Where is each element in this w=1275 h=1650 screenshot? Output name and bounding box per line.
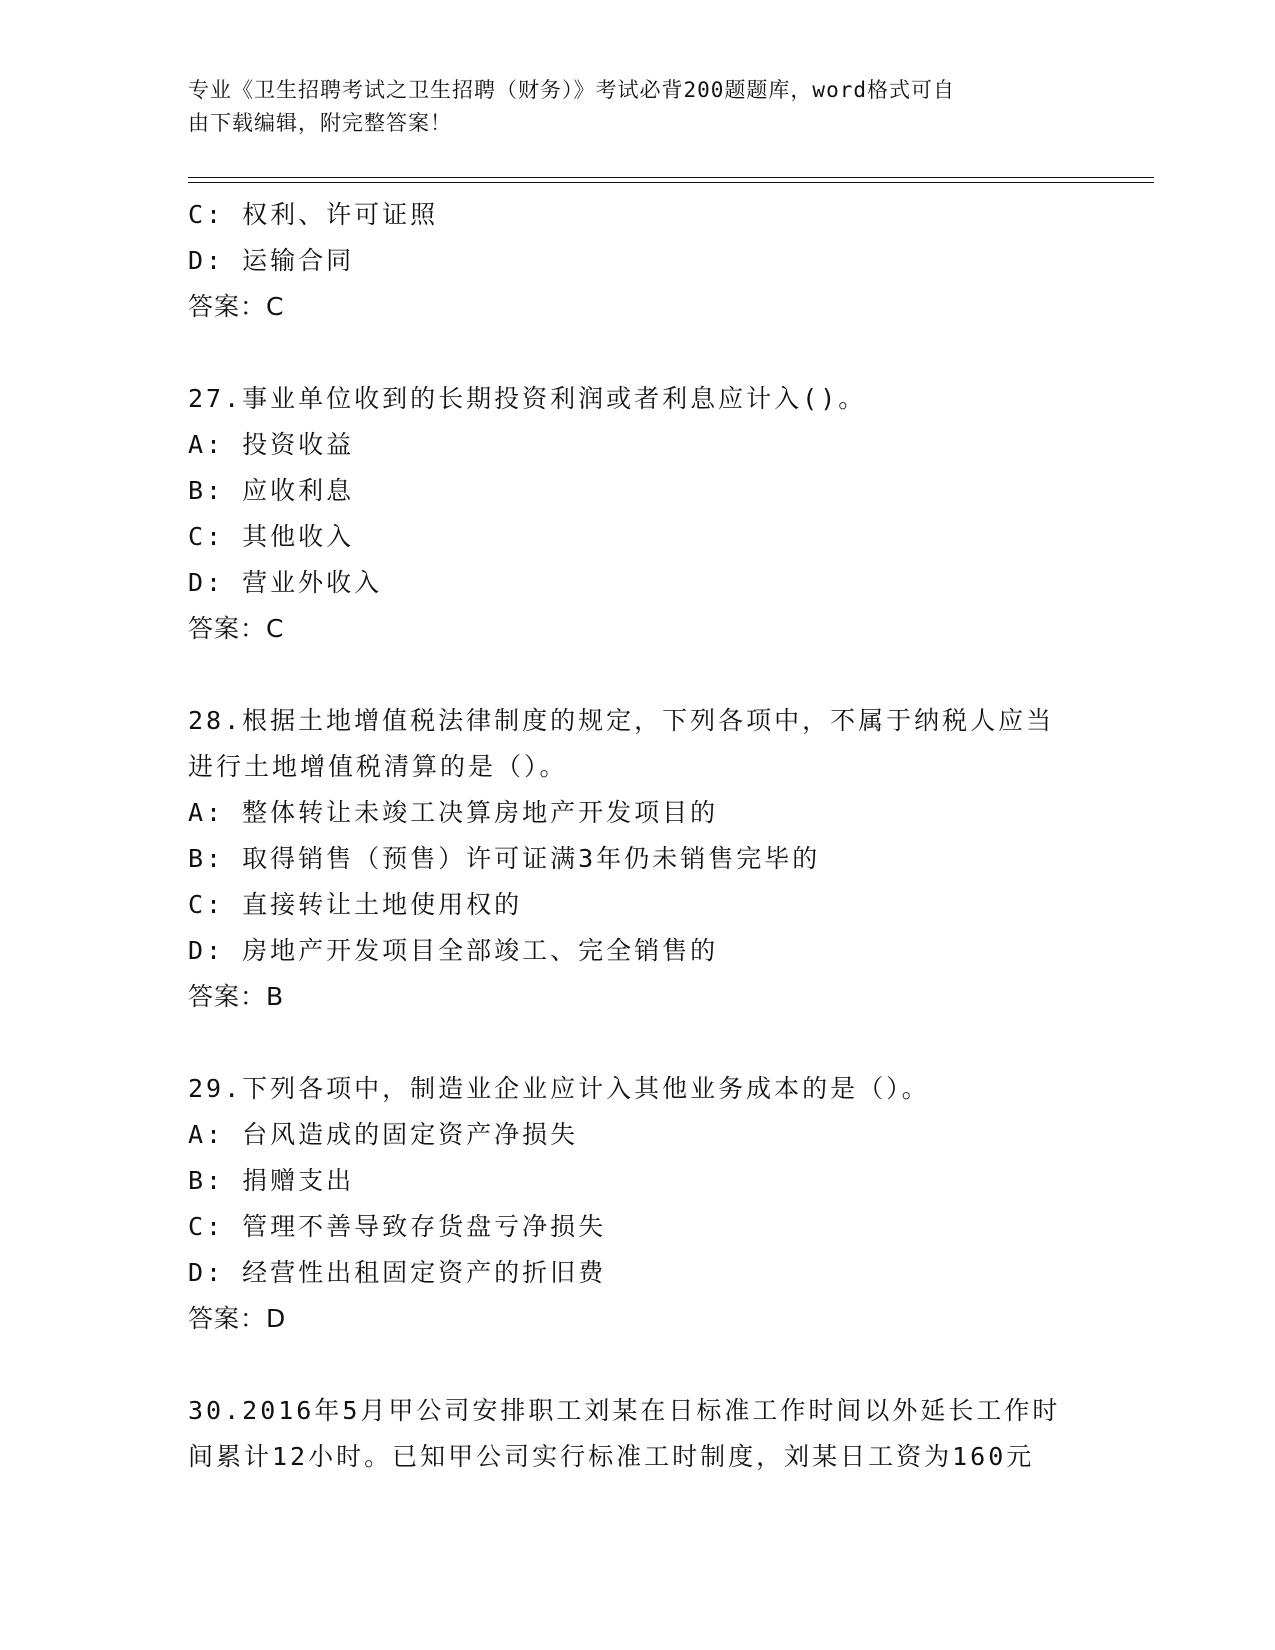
option-line: D: 房地产开发项目全部竣工、完全销售的 (188, 936, 719, 965)
answer-line: 答案：C (188, 614, 285, 643)
question-text: 29.下列各项中，制造业企业应计入其他业务成本的是（）。 (188, 1074, 930, 1103)
question-text: 进行土地增值税清算的是（）。 (188, 752, 568, 781)
option-line: A: 整体转让未竣工决算房地产开发项目的 (188, 798, 719, 827)
spacer (188, 652, 1088, 698)
option-line: C: 权利、许可证照 (188, 200, 439, 229)
option-line: C: 直接转让土地使用权的 (188, 890, 523, 919)
option-line: D: 营业外收入 (188, 568, 383, 597)
answer-line: 答案：C (188, 292, 285, 321)
question-text: 28.根据土地增值税法律制度的规定，下列各项中，不属于纳税人应当 (188, 706, 1055, 735)
document-header (188, 74, 1068, 140)
header-rule-top (188, 177, 1154, 178)
spacer (188, 1020, 1088, 1066)
option-line: B: 取得销售（预售）许可证满3年仍未销售完毕的 (188, 844, 821, 873)
question-text: 27.事业单位收到的长期投资利润或者利息应计入()。 (188, 384, 867, 413)
option-line: D: 经营性出租固定资产的折旧费 (188, 1258, 607, 1287)
header-line: 专业《卫生招聘考试之卫生招聘（财务）》考试必背200题题库，word格式可自 (188, 78, 955, 102)
header-line: 由下载编辑，附完整答案！ (188, 111, 452, 135)
question-text: 30.2016年5月甲公司安排职工刘某在日标准工作时间以外延长工作时 (188, 1396, 1061, 1425)
question-list (188, 192, 1088, 1480)
option-line: B: 捐赠支出 (188, 1166, 355, 1195)
option-line: C: 管理不善导致存货盘亏净损失 (188, 1212, 607, 1241)
option-line: A: 台风造成的固定资产净损失 (188, 1120, 579, 1149)
spacer (188, 330, 1088, 376)
header-rule-bottom (188, 182, 1154, 183)
option-line: C: 其他收入 (188, 522, 355, 551)
answer-line: 答案：D (188, 1304, 287, 1333)
option-line: A: 投资收益 (188, 430, 355, 459)
option-line: B: 应收利息 (188, 476, 355, 505)
option-line: D: 运输合同 (188, 246, 355, 275)
answer-line: 答案：B (188, 982, 285, 1011)
question-text: 间累计12小时。已知甲公司实行标准工时制度，刘某日工资为160元 (188, 1442, 1035, 1471)
spacer (188, 1342, 1088, 1388)
